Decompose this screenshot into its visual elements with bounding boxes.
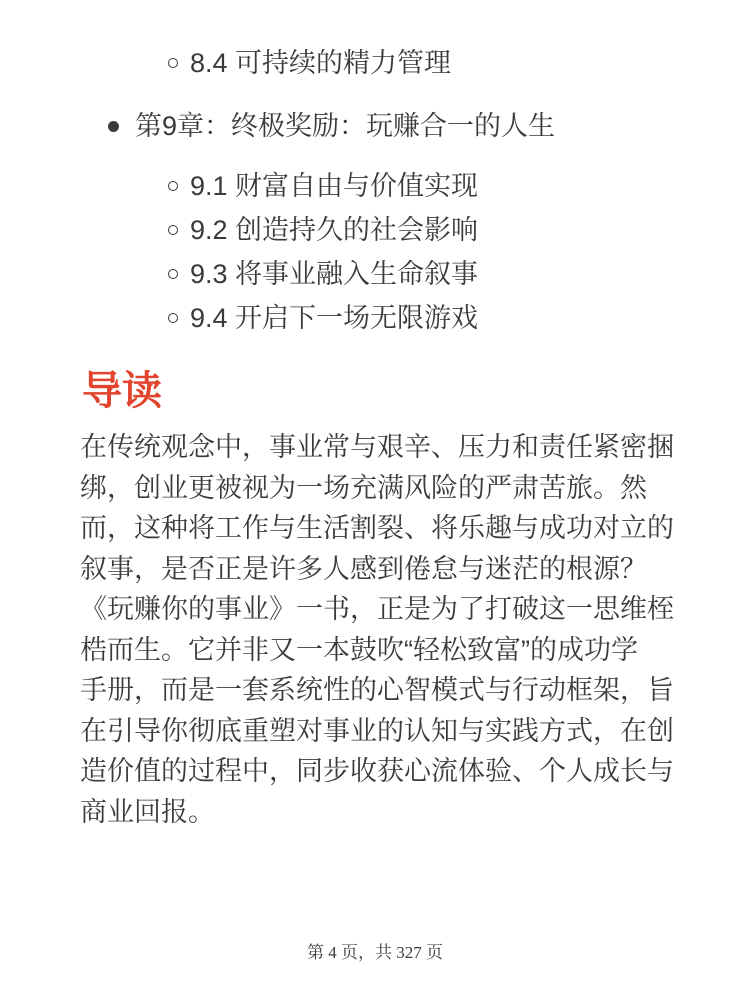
page-footer: 第 4 页，共 327 页 bbox=[307, 943, 443, 962]
toc-item-8-4 bbox=[80, 41, 695, 85]
paragraph-line: 造价值的过程中，同步收获心流体验、个人成长与 bbox=[80, 756, 674, 786]
circle-bullet-icon bbox=[168, 225, 178, 235]
paragraph-line: 商业回报。 bbox=[80, 796, 215, 827]
toc-item-9-4 bbox=[135, 296, 695, 340]
toc-item-9-2 bbox=[135, 208, 695, 252]
toc-item-9-3 bbox=[135, 252, 695, 296]
paragraph-line: 梏而生。它并非又一本鼓吹“轻松致富”的成功学 bbox=[80, 634, 638, 665]
toc-item-label: 9.3 将事业融入生命叙事 bbox=[190, 259, 479, 289]
toc-item-chapter-9 bbox=[80, 104, 695, 340]
toc-item-9-1 bbox=[135, 164, 695, 208]
paragraph-line: 在传统观念中，事业常与艰辛、压力和责任紧密捆 bbox=[80, 432, 674, 462]
circle-bullet-icon bbox=[168, 313, 178, 323]
paragraph-line: 绑，创业更被视为一场充满风险的严肃苦旅。然 bbox=[80, 472, 647, 503]
toc-sublist-chapter9 bbox=[135, 164, 695, 340]
toc-item-label: 9.4 开启下一场无限游戏 bbox=[190, 303, 479, 333]
toc-sublist-chapter8 bbox=[80, 41, 695, 85]
paragraph-line: 手册，而是一套系统性的心智模式与行动框架，旨 bbox=[80, 675, 674, 705]
toc-item-label: 9.1 财富自由与价值实现 bbox=[190, 171, 479, 201]
circle-bullet-icon bbox=[168, 181, 178, 191]
toc-item-label: 9.2 创造持久的社会影响 bbox=[190, 215, 479, 245]
section-heading: 导读 bbox=[82, 369, 162, 413]
intro-paragraph bbox=[80, 427, 695, 832]
toc-chapter-label: 第9章：终极奖励：玩赚合一的人生 bbox=[135, 111, 556, 141]
toc-item-label: 8.4 可持续的精力管理 bbox=[190, 48, 452, 78]
circle-bullet-icon bbox=[168, 269, 178, 279]
paragraph-line: 叙事，是否正是许多人感到倦怠与迷茫的根源？ bbox=[80, 553, 647, 584]
paragraph-line: 《玩赚你的事业》一书，正是为了打破这一思维桎 bbox=[80, 594, 674, 624]
circle-bullet-icon bbox=[168, 58, 178, 68]
disc-bullet-icon bbox=[108, 121, 119, 132]
toc-list bbox=[80, 104, 695, 340]
paragraph-line: 而，这种将工作与生活割裂、将乐趣与成功对立的 bbox=[80, 513, 674, 543]
paragraph-line: 在引导你彻底重塑对事业的认知与实践方式，在创 bbox=[80, 715, 674, 746]
